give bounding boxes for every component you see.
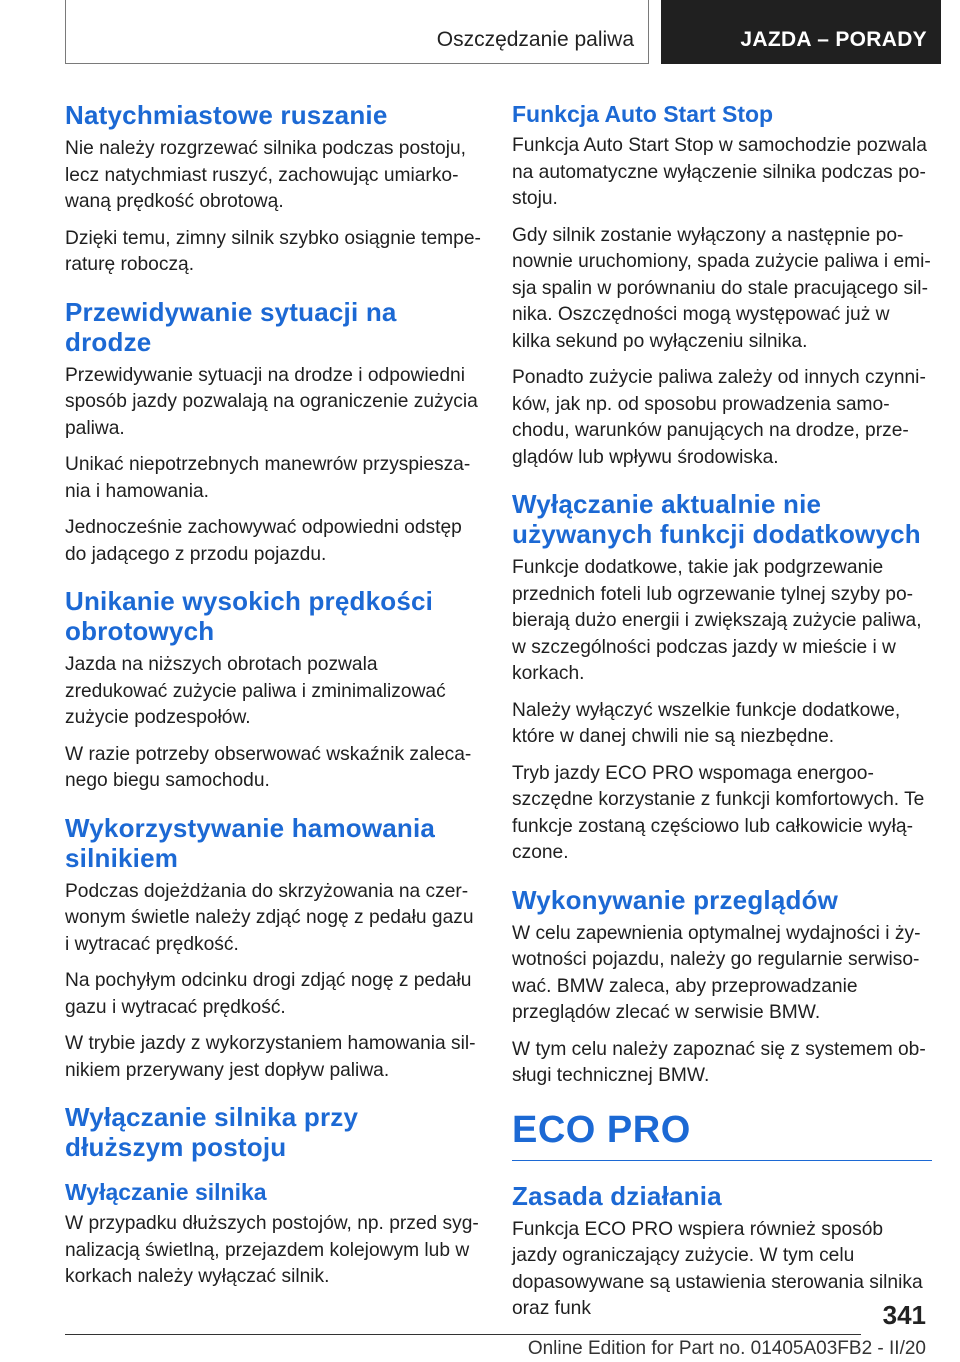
paragraph: Należy wyłączyć wszelkie funkcje dodatkowe, które w danej chwili nie są niezbędne. [512,699,901,747]
paragraph: Funkcja Auto Start Stop w samochodzie pozwala na automatyczne wyłączenie silnika podczas postoju. [512,135,927,209]
section-heading: Wykorzystywanie hamowania silnikiem [65,812,436,873]
paragraph: Jazda na niższych obrotach pozwala zredukować zużycie paliwa i zminimalizować zużycie podzespołów. [65,654,446,728]
header-section-box [65,0,649,64]
paragraph: Gdy silnik zostanie wyłączony a następnie ponownie uruchomiony, spada zużycie paliwa i emisja spalin w porównaniu do stale pracującego silnika. Oszczędności mogą występować już w kilka sekund po wyłączeniu silnika. [512,224,931,352]
section-heading: Wyłączanie aktualnie nie używanych funkcji dodatkowych [512,489,921,549]
section-heading: Wyłączanie silnika przy dłuższym postoju [65,1102,359,1162]
section-heading: Wykonywanie przeglądów [512,884,839,915]
paragraph: Funkcja ECO PRO wspiera również sposób jazdy ograniczający zużycie. W tym celu dopasowywane są ustawienia sterowania silnika oraz funk [512,1218,923,1319]
section-heading: Unikanie wysokich prędkości obrotowych [65,586,434,646]
paragraph: W razie potrzeby obserwować wskaźnik zalecanego biegu samochodu. [65,743,472,791]
section-anticipation [65,297,483,569]
section-auto-start-stop [512,100,932,471]
header-chapter-box [661,0,941,64]
chapter-heading-eco-pro: ECO PRO [512,1108,932,1161]
section-heading: Natychmiastowe ruszanie [65,100,388,130]
paragraph: Tryb jazdy ECO PRO wspomaga energooszczędne korzystanie z funkcji komfortowych. Te funkcje zostaną częściowo lub całkowicie wyłączone. [512,762,925,863]
header-section-title: Oszczędzanie paliwa [436,28,634,51]
section-heading: Funkcja Auto Start Stop [512,101,774,127]
section-engine-braking [65,813,483,1085]
footer-divider [65,1334,861,1335]
right-column [512,100,932,1333]
paragraph: W przypadku dłuższych postojów, np. przed sygnalizacją świetlną, przejazdem kolejowym lub w korkach należy wyłączać silnik. [65,1213,479,1287]
paragraph: Ponadto zużycie paliwa zależy od innych czynników, jak np. od sposobu prowadzenia samochodu, warunków panujących na drodze, przeglądów lub wpływu środowiska. [512,367,926,468]
paragraph: Podczas dojeżdżania do skrzyżowania na czerwonym świetle należy zdjąć nogę z pedału gazu i wytracać prędkość. [65,880,474,955]
paragraph: Na pochyłym odcinku drogi zdjąć nogę z pedału gazu i wytracać prędkość. [65,970,472,1018]
section-disable-extras [512,489,932,867]
section-avoid-high-rpm [65,586,483,795]
paragraph: W trybie jazdy z wykorzystaniem hamowania silnikiem przerywany jest dopływ paliwa. [65,1033,476,1081]
paragraph: W tym celu należy zapoznać się z systemem obsługi technicznej BMW. [512,1038,926,1086]
paragraph: Funkcje dodatkowe, takie jak podgrzewanie przednich foteli lub ogrzewanie tylnej szyby pobierają dużo energii i zwiększają zużycie paliwa, w szczególności podczas jazdy w mieście i w korkach. [512,557,922,684]
header-chapter-title: JAZDA – PORADY [740,28,927,51]
section-engine-off [65,1102,483,1291]
paragraph: Nie należy rozgrzewać silnika podczas postoju, lecz natychmiast ruszyć, zachowując umiarkowaną prędkość obrotową. [65,138,466,212]
page-number: 341 [882,1300,926,1330]
left-column [65,100,483,1309]
section-inspections [512,885,932,1090]
subsection-heading: Wyłączanie silnika [65,1179,267,1205]
paragraph: Jednocześnie zachowywać odpowiedni odstęp do jadącego z przodu pojazdu. [65,517,462,565]
section-heading: Przewidywanie sytuacji na drodze [65,296,397,357]
section-immediate-start [65,100,483,279]
paragraph: Przewidywanie sytuacji na drodze i odpowiedni sposób jazdy pozwalają na ograniczenie zużycia paliwa. [65,364,478,439]
edition-footer: Online Edition for Part no. 01405A03FB2 - II/20 [527,1338,926,1359]
paragraph: Unikać niepotrzebnych manewrów przyspieszania i hamowania. [65,454,471,502]
paragraph: Dzięki temu, zimny silnik szybko osiągnie temperaturę roboczą. [65,227,481,275]
section-heading: Zasada działania [512,1180,722,1211]
paragraph: W celu zapewnienia optymalnej wydajności i żywotności pojazdu, należy go regularnie serwisować. BMW zaleca, aby przeprowadzanie przeglądów zlecać w serwisie BMW. [512,922,921,1023]
